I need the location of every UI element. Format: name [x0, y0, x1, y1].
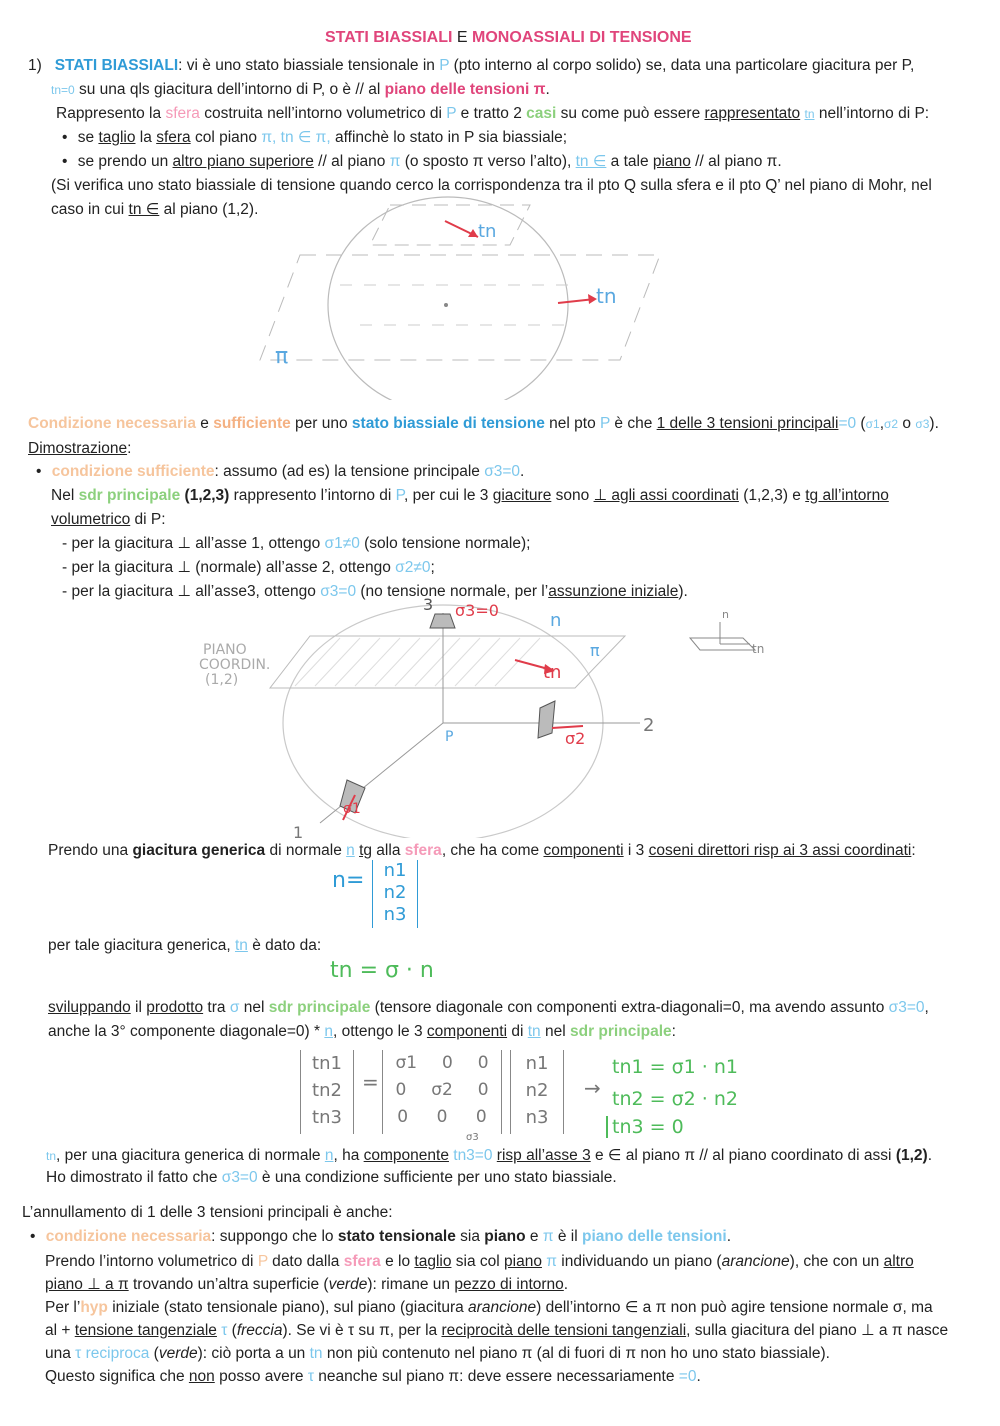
- text: trovando un’altra superficie (: [128, 1276, 329, 1293]
- term-casi: casi: [526, 105, 557, 122]
- text: (1,2,3): [180, 487, 230, 504]
- text: al +: [45, 1322, 75, 1339]
- text: P: [395, 487, 404, 504]
- term-stato-biassiale: stato biassiale di tensione: [351, 415, 545, 432]
- text: (: [856, 415, 866, 432]
- text: e: [195, 415, 214, 432]
- text: altro: [883, 1253, 914, 1270]
- term-tn0: tn=0: [51, 83, 75, 97]
- text: σ2: [884, 417, 899, 431]
- bullet-1: [62, 126, 567, 150]
- piano-label-1: PIANO: [203, 642, 247, 658]
- text: σ2≠0: [395, 559, 431, 576]
- term-P: P: [600, 415, 611, 432]
- text: n: [324, 1147, 334, 1164]
- text: e: [525, 1228, 543, 1245]
- text: su come può essere: [556, 105, 705, 122]
- text: τ: [216, 1322, 228, 1339]
- n3: n3: [383, 904, 407, 925]
- term-piano-tensioni: piano delle tensioni π: [384, 81, 546, 98]
- text: (no tensione normale, per l’: [356, 583, 549, 600]
- text: di normale: [265, 842, 347, 859]
- text: , che ha come: [441, 842, 544, 859]
- text: di P:: [130, 511, 166, 528]
- text: iniziale (stato tensionale piano), sul piano (giacitura: [107, 1299, 469, 1316]
- text: se prendo un: [77, 153, 173, 170]
- text: :: [671, 1023, 676, 1040]
- text: su una qls giacitura dell’intorno di P, o è // al: [74, 81, 385, 98]
- text: ) dell’intorno ∈ a π non può agire tensione normale σ, ma: [536, 1299, 933, 1316]
- text: σ1: [865, 417, 880, 431]
- text: rappresento l’intorno di: [229, 487, 396, 504]
- n-label: n: [550, 610, 562, 631]
- text: taglio: [98, 129, 136, 146]
- text: condizione sufficiente: [51, 463, 215, 480]
- title-part3: MONOASSIALI DI TENSIONE: [471, 29, 692, 46]
- text: sviluppando: [48, 999, 131, 1016]
- m23: 0: [477, 1080, 489, 1100]
- text: col piano: [190, 129, 262, 146]
- para-annullamento: L’annullamento di 1 delle 3 tensioni principali è anche:: [22, 1204, 393, 1221]
- center-point: [444, 303, 448, 307]
- text: assunzione iniziale: [548, 583, 679, 600]
- text: tn: [309, 1345, 323, 1362]
- text: risp all’asse 3: [496, 1147, 591, 1164]
- text: e lo: [380, 1253, 415, 1270]
- text: piano ⊥ a π: [45, 1276, 129, 1293]
- text: sfera: [156, 129, 191, 146]
- para-develop-line1: [48, 996, 929, 1020]
- text: , ha: [333, 1147, 364, 1164]
- text: hyp: [80, 1299, 108, 1316]
- text: .: [927, 1147, 932, 1164]
- term-condizione-necessaria: Condizione necessaria: [28, 415, 196, 432]
- equals-sign: =: [362, 1070, 379, 1094]
- para-sdr-line2: [51, 508, 166, 532]
- text: tn: [234, 937, 248, 954]
- text: non più contenuto nel piano π (al di fuori di π non ho uno stato biassiale).: [322, 1345, 830, 1362]
- text: Rappresento la: [56, 105, 166, 122]
- tn-label-mid: tn: [596, 284, 617, 308]
- text: σ3=0: [484, 463, 521, 480]
- condition-line: [28, 412, 939, 436]
- text: (solo tensione normale);: [359, 535, 531, 552]
- case-axis1: [62, 532, 530, 556]
- m21: 0: [395, 1080, 407, 1100]
- sigma2-arrow: [552, 726, 583, 728]
- text: volumetrico: [51, 511, 131, 528]
- text: :: [911, 842, 916, 859]
- m12: 0: [441, 1053, 453, 1073]
- text: individuando un piano (: [556, 1253, 722, 1270]
- text: , ottengo le 3: [332, 1023, 427, 1040]
- text: Nel: [51, 487, 79, 504]
- text: =0: [678, 1368, 697, 1385]
- text: tra: [203, 999, 230, 1016]
- title-part2: E: [456, 29, 468, 46]
- text: sia col: [451, 1253, 505, 1270]
- m31: 0: [397, 1107, 409, 1127]
- text: .: [520, 463, 525, 480]
- text: n: [346, 842, 355, 859]
- text: - per la giacitura ⊥ (normale) all’asse 2, ottengo: [62, 559, 396, 576]
- text: σ3=0: [888, 999, 925, 1016]
- sphere-plane-figure-1: [240, 195, 680, 400]
- n1: n1: [383, 860, 407, 881]
- vector-n-matrix: [372, 860, 418, 928]
- bullet-sufficiente: [36, 460, 524, 484]
- para-hyp-line3: [45, 1342, 830, 1366]
- text: .: [563, 1276, 569, 1293]
- result-3: tn3 = 0: [606, 1116, 684, 1138]
- text: n: [324, 1023, 333, 1040]
- text: dato dalla: [267, 1253, 344, 1270]
- text: prodotto: [146, 999, 204, 1016]
- text: tensione tangenziale: [74, 1322, 217, 1339]
- m22: σ2: [431, 1080, 453, 1100]
- axis-3-label: 3: [423, 598, 434, 614]
- text: (: [227, 1322, 237, 1339]
- sphere-outline: [328, 197, 568, 400]
- text: // al piano π.: [690, 153, 782, 170]
- plane-hatching: [340, 285, 570, 325]
- term-P: P: [446, 105, 457, 122]
- text: reciprocità delle tensioni tangenziali: [441, 1322, 687, 1339]
- n-vector: [510, 1050, 564, 1134]
- text: π: [542, 1228, 554, 1245]
- text: piano: [484, 1228, 526, 1245]
- text: τ reciproca: [75, 1345, 150, 1362]
- text: componenti: [426, 1023, 508, 1040]
- tn-label: tn: [543, 662, 562, 683]
- text: (tensore diagonale con componenti extra-diagonali=0, ma avendo assunto: [370, 999, 889, 1016]
- para-hyp-line1: [45, 1296, 933, 1320]
- tn3: tn3: [312, 1107, 342, 1128]
- P-label: P: [445, 729, 454, 745]
- text: Prendo l’intorno volumetrico di: [45, 1253, 258, 1270]
- term-tn: tn: [804, 107, 815, 121]
- text: ).: [678, 583, 688, 600]
- para-conclusion: [45, 1365, 701, 1389]
- text: σ3=0: [221, 1169, 258, 1186]
- text: arancione: [721, 1253, 790, 1270]
- text: giacitura generica: [132, 842, 266, 859]
- vector-n-lhs: n=: [332, 868, 365, 893]
- text: alla: [372, 842, 405, 859]
- page-title: [325, 26, 692, 50]
- text: σ3: [915, 417, 930, 431]
- dimostrazione-heading: [28, 437, 131, 461]
- text: una: [45, 1345, 76, 1362]
- text: neanche sul piano π: deve essere necessariamente: [313, 1368, 679, 1385]
- sphere-axes-figure-2: [195, 598, 795, 838]
- text: arancione: [468, 1299, 537, 1316]
- case-axis2: [62, 556, 435, 580]
- text: Ho dimostrato il fatto che: [46, 1169, 222, 1186]
- text: verde: [328, 1276, 368, 1293]
- text: π: [541, 1253, 557, 1270]
- text: : suppongo che lo: [211, 1228, 338, 1245]
- text: ;: [430, 559, 435, 576]
- text: sia: [455, 1228, 485, 1245]
- text: e ∈ al piano π // al piano coordinato di assi: [590, 1147, 896, 1164]
- text: è che: [610, 415, 657, 432]
- text: ): rimane un: [367, 1276, 455, 1293]
- text: i 3: [623, 842, 649, 859]
- text: sdr principale: [268, 999, 371, 1016]
- text: nel: [540, 1023, 570, 1040]
- text: .: [545, 81, 550, 98]
- tn-vector: [300, 1050, 354, 1134]
- term-P: P: [439, 57, 450, 74]
- text: σ: [229, 999, 240, 1016]
- text: componente: [363, 1147, 449, 1164]
- list-number: 1): [28, 57, 42, 74]
- text: (pto interno al corpo solido) se, data una particolare giacitura per P,: [449, 57, 915, 74]
- text: non: [188, 1368, 215, 1385]
- text: di: [507, 1023, 528, 1040]
- text: giaciture: [492, 487, 552, 504]
- axis-1: [320, 723, 443, 823]
- text: - per la giacitura ⊥ all’asse 1, ottengo: [62, 535, 325, 552]
- text: pezzo di intorno: [454, 1276, 564, 1293]
- text: nel: [239, 999, 269, 1016]
- text: tn: [46, 1149, 57, 1163]
- text: costruita nell’intorno volumetrico di: [199, 105, 447, 122]
- m13: 0: [477, 1053, 489, 1073]
- tn-label-top: tn: [478, 221, 497, 242]
- text: ): ciò porta a un: [197, 1345, 310, 1362]
- equation-tn: tn = σ · n: [330, 958, 434, 983]
- text: , sulla giacitura del piano ⊥ a π nasce: [686, 1322, 949, 1339]
- result-1: tn1 = σ1 · n1: [612, 1056, 738, 1078]
- text: stato tensionale: [337, 1228, 456, 1245]
- text: nel pto: [544, 415, 601, 432]
- text: ).: [929, 415, 939, 432]
- n2: n2: [525, 1080, 549, 1101]
- text: tn3=0: [448, 1147, 493, 1164]
- text: // al piano: [313, 153, 390, 170]
- piano-label-2: COORDIN.: [199, 657, 271, 673]
- plane-hatching: [295, 638, 540, 686]
- text: : vi è uno stato biassiale tensionale in: [178, 57, 440, 74]
- axis-2-label: 2: [643, 715, 655, 736]
- text: tn ∈: [128, 201, 160, 218]
- sigma2-label: σ2: [565, 729, 586, 748]
- text: , per cui le 3: [403, 487, 493, 504]
- para-prendo-line1: [45, 1250, 914, 1274]
- sigma-matrix: [382, 1050, 502, 1134]
- m32: 0: [436, 1107, 448, 1127]
- text: ,: [924, 999, 929, 1016]
- para-1-line2: [51, 78, 550, 102]
- facet-sigma2: [538, 701, 555, 738]
- text: tg: [359, 842, 372, 859]
- para-hyp-line2: [45, 1319, 948, 1343]
- tn2: tn2: [312, 1080, 342, 1101]
- text: Per l’: [45, 1299, 81, 1316]
- para-proved: [46, 1166, 617, 1190]
- text: freccia: [236, 1322, 283, 1339]
- text: caso in cui: [51, 201, 129, 218]
- text: taglio: [414, 1253, 452, 1270]
- pi-label: π: [275, 344, 289, 369]
- term-sufficiente: sufficiente: [213, 415, 291, 432]
- text: per uno: [290, 415, 352, 432]
- text: σ3=0: [320, 583, 357, 600]
- text: posso avere: [214, 1368, 308, 1385]
- bullet-2: [62, 150, 782, 174]
- title-part1: STATI BIASSIALI: [325, 29, 453, 46]
- text: o: [898, 415, 916, 432]
- sigma1-label: σ1: [343, 801, 361, 817]
- text: piano: [504, 1253, 542, 1270]
- sigma3-label: σ3=0: [455, 601, 499, 620]
- result-2: tn2 = σ2 · n2: [612, 1088, 738, 1110]
- para-tn-given: [48, 934, 321, 958]
- bullet-necessaria: [30, 1225, 731, 1249]
- implies-arrow: →: [584, 1076, 601, 1100]
- text: - per la giacitura ⊥ all’asse3, ottengo: [62, 583, 321, 600]
- text: ⊥ agli assi coordinati: [593, 487, 739, 504]
- text: condizione necessaria: [45, 1228, 212, 1245]
- text: anche la 3° componente diagonale=0) *: [48, 1023, 325, 1040]
- text: =0: [838, 415, 857, 432]
- text: π, tn ∈ π,: [261, 129, 331, 146]
- text: la: [135, 129, 157, 146]
- text: (: [149, 1345, 159, 1362]
- text: sfera: [404, 842, 442, 859]
- text: .: [726, 1228, 731, 1245]
- n1: n1: [525, 1053, 549, 1074]
- text: affinchè lo stato in P sia biassiale;: [330, 129, 568, 146]
- text: Dimostrazione: [28, 440, 128, 457]
- para-develop-line2: [48, 1020, 676, 1044]
- text: .: [696, 1368, 701, 1385]
- text: è una condizione sufficiente per uno stato biassiale.: [257, 1169, 617, 1186]
- text: :: [127, 440, 132, 457]
- text: , per una giacitura generica di normale: [56, 1147, 325, 1164]
- piano-label-3: (1,2): [205, 672, 239, 688]
- text: tn: [527, 1023, 541, 1040]
- pi-label: π: [590, 641, 600, 660]
- text: piano: [652, 153, 691, 170]
- text: a tale: [606, 153, 653, 170]
- text: Prendo una: [48, 842, 133, 859]
- facet-sigma3: [430, 614, 455, 628]
- text: se: [77, 129, 99, 146]
- text: (1,2): [895, 1147, 928, 1164]
- text: tg all’intorno: [805, 487, 889, 504]
- term-stati-biassiali: STATI BIASSIALI: [54, 57, 179, 74]
- text: è dato da:: [247, 937, 322, 954]
- text: e tratto 2: [456, 105, 527, 122]
- text: altro piano superiore: [172, 153, 314, 170]
- text: τ: [307, 1368, 314, 1385]
- text: componenti: [543, 842, 624, 859]
- text: verde: [158, 1345, 198, 1362]
- text: (o sposto π verso l’alto),: [400, 153, 576, 170]
- text: coseni direttori risp ai 3 assi coordinati: [648, 842, 912, 859]
- text: rappresentato: [704, 105, 801, 122]
- para-3-line2: [51, 198, 258, 222]
- text: nell’intorno di P:: [814, 105, 930, 122]
- text: : assumo (ad es) la tensione principale: [214, 463, 485, 480]
- small-tn-label: tn: [752, 642, 765, 656]
- text: per tale giacitura generica,: [48, 937, 235, 954]
- text: piano delle tensioni: [582, 1228, 727, 1245]
- para-component: [46, 1144, 932, 1168]
- small-n-label: n: [722, 608, 729, 621]
- text: tn ∈: [575, 153, 607, 170]
- para-3-line1: (Si verifica uno stato biassiale di tensione quando cerco la corrispondenza tra il pto Q sulla sfera e il pto Q’ nel piano di Mohr, nel: [51, 177, 932, 194]
- coordinate-plane: [270, 636, 625, 688]
- text: Questo significa che: [45, 1368, 189, 1385]
- para-prendo-line2: [45, 1273, 568, 1297]
- text: il: [130, 999, 147, 1016]
- m11: σ1: [395, 1053, 418, 1073]
- n3: n3: [525, 1107, 549, 1128]
- text: è il: [553, 1228, 582, 1245]
- text: ,: [879, 415, 884, 432]
- text: P: [257, 1253, 268, 1270]
- tn1: tn1: [312, 1053, 342, 1074]
- text: 1 delle 3 tensioni principali: [656, 415, 839, 432]
- text: ), che con un: [789, 1253, 884, 1270]
- text: ). Se vi è τ su π, per la: [282, 1322, 442, 1339]
- para-generic: [48, 839, 916, 863]
- para-sdr-line1: [51, 484, 889, 508]
- text: π: [389, 153, 401, 170]
- text: sono: [551, 487, 594, 504]
- text: al piano (1,2).: [159, 201, 259, 218]
- text: sdr principale: [78, 487, 181, 504]
- term-sfera: sfera: [165, 105, 200, 122]
- sigma3-note: σ3: [466, 1132, 479, 1143]
- text: (1,2,3) e: [738, 487, 806, 504]
- axis-1-label: 1: [293, 823, 304, 838]
- text: sdr principale: [570, 1023, 672, 1040]
- para-1-line1: [28, 54, 914, 78]
- para-2: [56, 102, 929, 126]
- m33: 0: [475, 1107, 487, 1127]
- n2: n2: [383, 882, 407, 903]
- text: σ1≠0: [324, 535, 360, 552]
- text: sfera: [343, 1253, 381, 1270]
